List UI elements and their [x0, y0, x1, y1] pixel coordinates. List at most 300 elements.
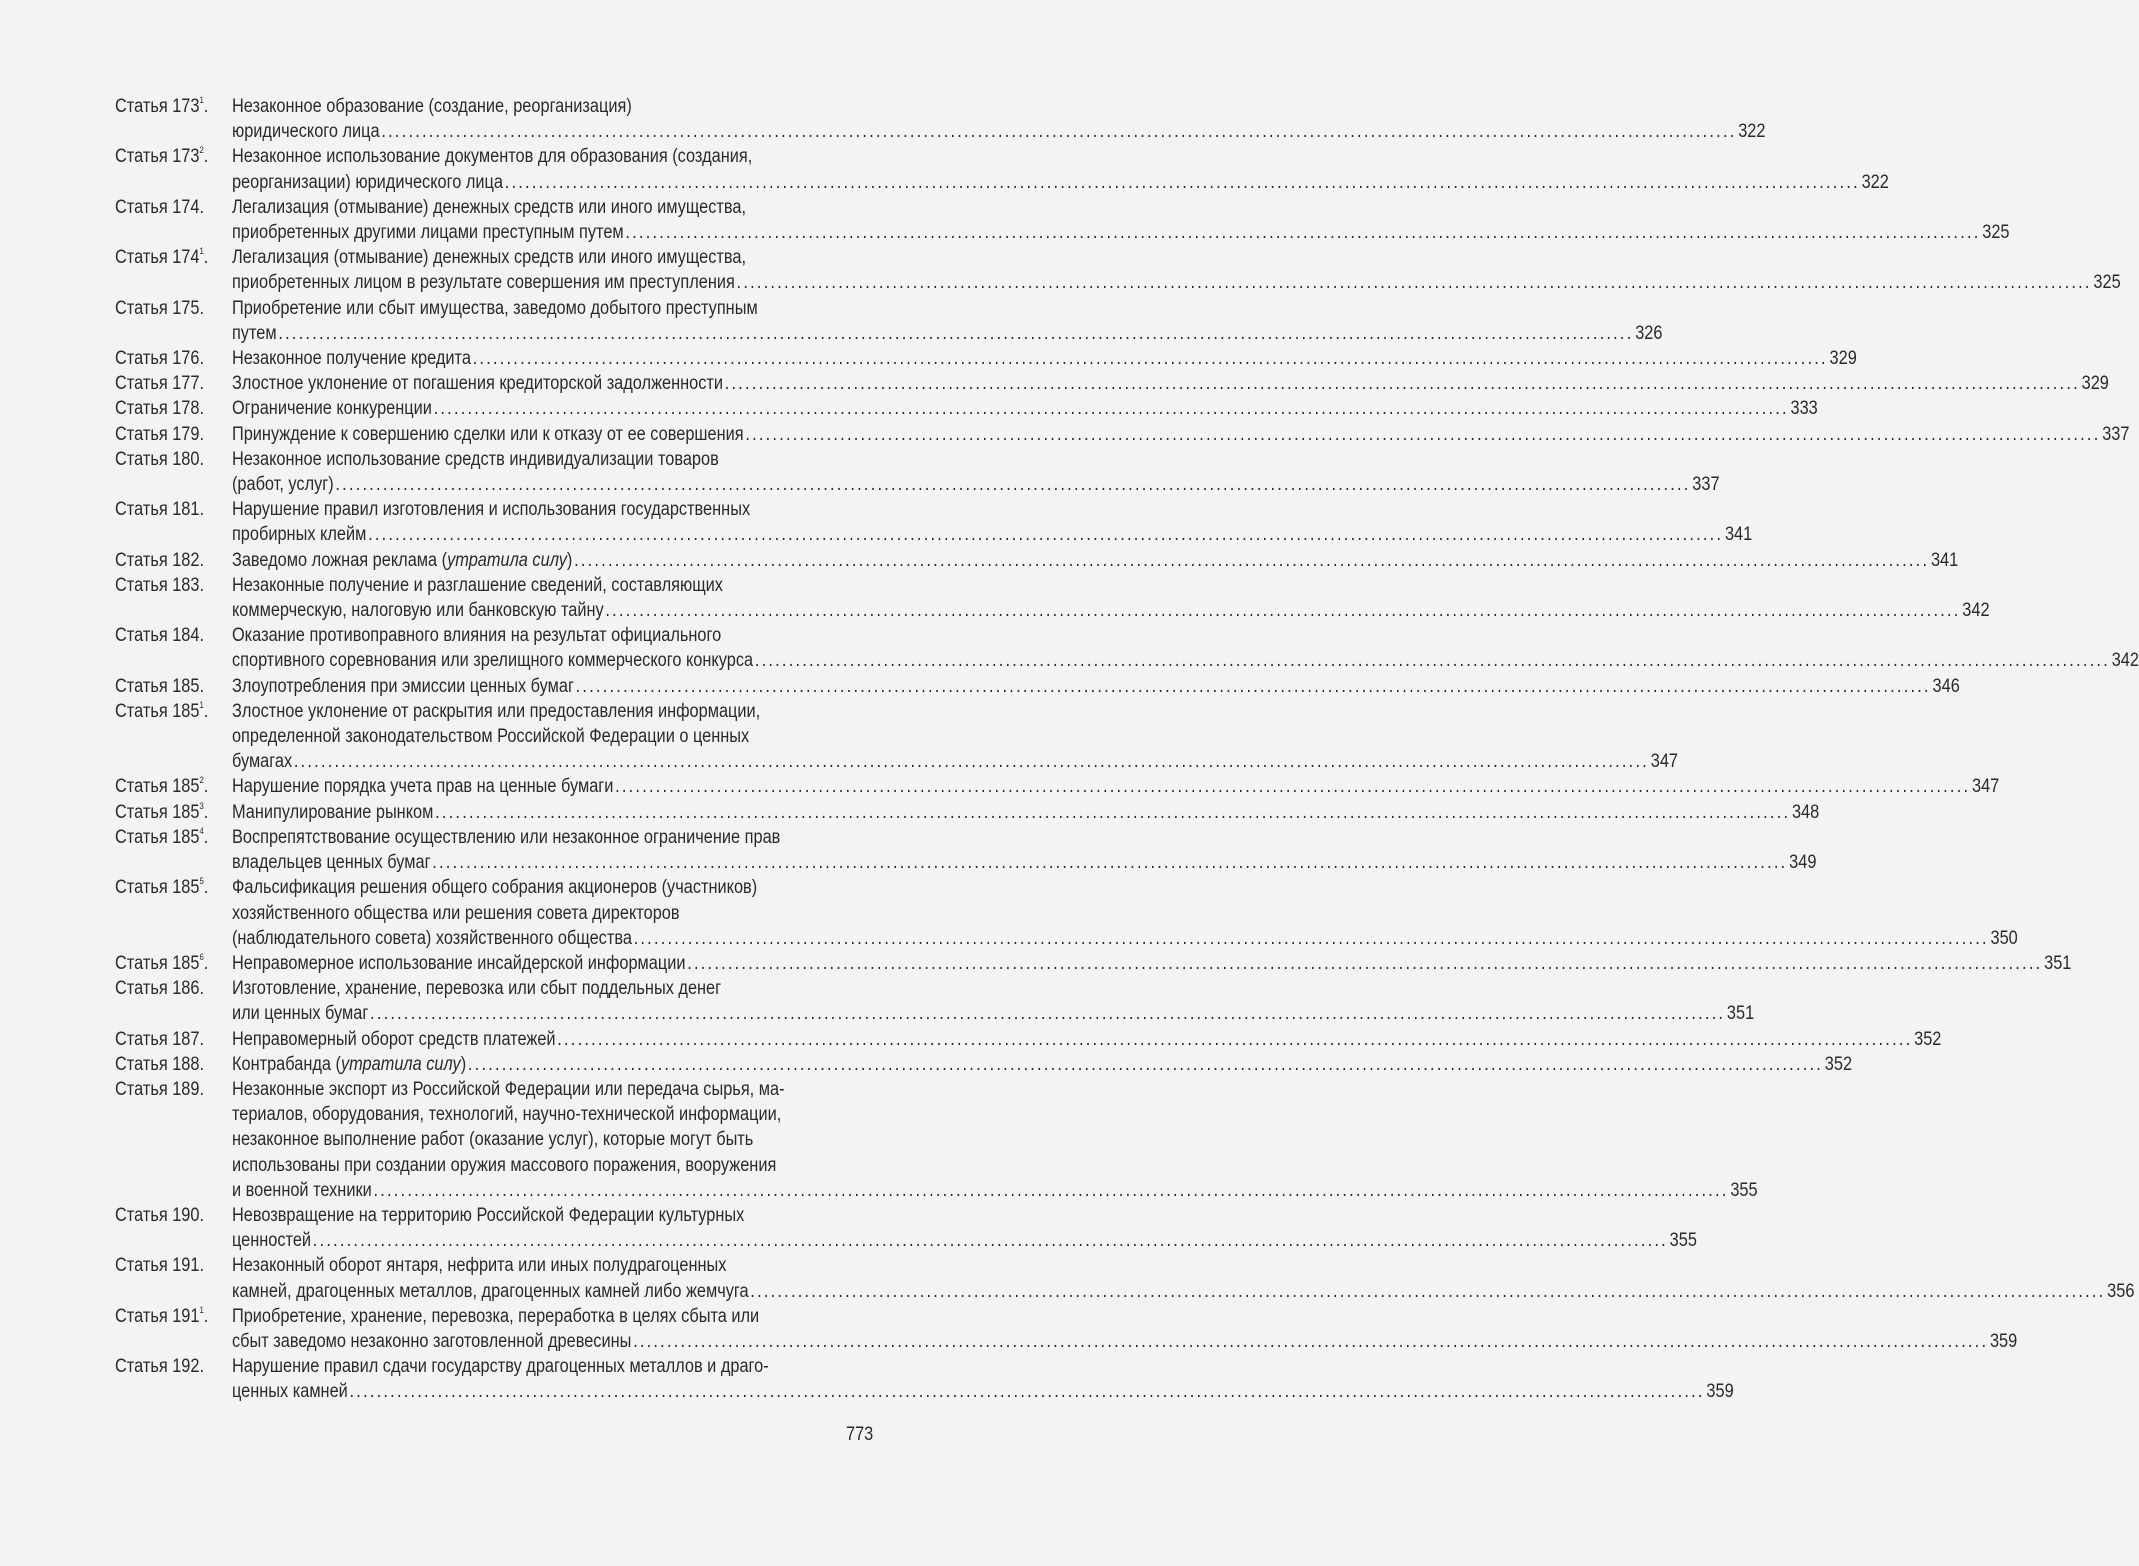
article-word: Статья [115, 675, 168, 697]
article-word: Статья [115, 499, 168, 521]
title-text-part: реорганизации) юридического лица [231, 171, 503, 193]
title-text [232, 522, 366, 547]
article-title [231, 245, 2121, 295]
repealed-note: утратила силу [340, 1053, 461, 1075]
toc-entry [115, 396, 1818, 421]
article-title [231, 1077, 1758, 1203]
dot-leader: ........................................................................................................................................................................................................ [724, 373, 2080, 395]
title-text [232, 1228, 311, 1253]
article-label: Статья 191. [115, 1255, 205, 1277]
title-line: Незаконное использование средств индивидуализации товаров [231, 448, 719, 470]
article-superscript: 1 [199, 1304, 204, 1315]
title-text-part: или ценных бумаг [231, 1003, 369, 1025]
article-title [231, 1203, 1697, 1253]
title-text-part: пробирных клейм [231, 524, 367, 546]
title-line: хозяйственного общества или решения совета директоров [231, 902, 680, 924]
page-ref: 322 [1738, 121, 1766, 143]
title-text-part: коммерческую, налоговую или банковскую тайну [231, 600, 604, 622]
dot-leader: ........................................................................................................................................................................................................ [435, 801, 1791, 823]
article-label: Статья 188. [115, 1053, 205, 1075]
page-ref: 326 [1635, 322, 1663, 344]
article-label: Статья 175. [115, 297, 205, 319]
title-text [232, 1001, 368, 1026]
article-title [231, 1027, 1942, 1052]
article-number: 191 [172, 1305, 200, 1327]
toc-entry [115, 699, 1678, 775]
article-number: 174 [172, 247, 200, 269]
toc-entry [115, 1027, 1942, 1052]
title-text [232, 926, 632, 951]
title-line [231, 648, 2139, 673]
title-line [231, 1379, 1734, 1404]
article-word: Статья [115, 801, 168, 823]
toc-entry [115, 623, 2139, 673]
dot-leader: ........................................................................................................................................................................................................ [381, 121, 1737, 143]
article-number: 186 [172, 978, 200, 1000]
dot-leader: ........................................................................................................................................................................................................ [574, 549, 1930, 571]
title-text [232, 1178, 372, 1203]
dot-leader: ........................................................................................................................................................................................................ [615, 776, 1971, 798]
title-text-part: и военной техники [231, 1179, 372, 1201]
title-text-part: Контрабанда ( [231, 1053, 341, 1075]
title-line [231, 170, 1889, 195]
article-label: Статья $174^1$. [115, 246, 209, 269]
title-text [232, 850, 431, 875]
article-word: Статья [115, 373, 168, 395]
article-superscript: 3 [199, 800, 204, 811]
repealed-note: утратила силу [447, 549, 567, 571]
page-ref: 329 [2081, 373, 2109, 395]
title-line [231, 774, 2000, 799]
page-ref: 351 [2044, 952, 2072, 974]
dot-leader: ........................................................................................................................................................................................................ [633, 927, 1989, 949]
article-title [231, 573, 1990, 623]
title-text [232, 119, 380, 144]
title-text [232, 270, 735, 295]
title-text-part: ) [566, 549, 573, 571]
article-number: 192 [172, 1356, 200, 1378]
toc-entry [115, 371, 2109, 396]
title-line: Приобретение, хранение, перевозка, переработка в целях сбыта или [231, 1305, 760, 1327]
article-title [231, 371, 2109, 396]
title-line [231, 674, 1960, 699]
title-line [231, 522, 1753, 547]
article-number: 183 [172, 574, 200, 596]
article-word: Статья [115, 297, 168, 319]
article-label: Статья 176. [115, 348, 205, 370]
article-superscript: 2 [199, 145, 204, 156]
dot-leader: ........................................................................................................................................................................................................ [736, 272, 2092, 294]
toc-entry [115, 1052, 1853, 1077]
article-number: 174 [172, 196, 200, 218]
page-ref: 337 [2102, 423, 2130, 445]
title-text [232, 800, 433, 825]
title-line: териалов, оборудования, технологий, научно-технической информации, [231, 1104, 782, 1126]
title-line: Фальсификация решения общего собрания акционеров (участников) [231, 877, 758, 899]
article-title [231, 1052, 1853, 1077]
title-text [232, 1379, 348, 1404]
title-line [231, 1001, 1755, 1026]
article-word: Статья [115, 625, 168, 647]
title-text [232, 648, 753, 673]
article-title [231, 1304, 2018, 1354]
article-word: Статья [115, 398, 168, 420]
article-word: Статья [115, 1053, 168, 1075]
article-number: 178 [172, 398, 200, 420]
article-title [231, 674, 1960, 699]
article-title [231, 195, 2010, 245]
article-number: 173 [172, 96, 200, 117]
title-text [232, 1052, 466, 1077]
article-superscript: 1 [199, 246, 204, 257]
page-ref: 347 [1971, 776, 2000, 798]
title-text-part: приобретенных другими лицами преступным путем [231, 222, 624, 244]
toc-entry [115, 825, 1817, 875]
article-number: 184 [172, 625, 200, 647]
page-ref: 322 [1861, 171, 1889, 193]
article-word: Статья [115, 776, 168, 798]
title-text-part: Неправомерное использование инсайдерской информации [231, 952, 686, 974]
article-superscript: 1 [199, 95, 204, 105]
article-word: Статья [115, 877, 168, 899]
title-text-part: Принуждение к совершению сделки или к отказу от ее совершения [231, 423, 744, 445]
title-text [232, 598, 604, 623]
article-word: Статья [115, 1305, 168, 1327]
article-number: 180 [172, 448, 200, 470]
article-word: Статья [115, 549, 168, 571]
page-ref: 333 [1790, 398, 1818, 420]
toc-entry [115, 573, 1990, 623]
article-word: Статья [115, 96, 168, 117]
article-number: 187 [172, 1028, 200, 1050]
title-text [232, 220, 624, 245]
page-ref: 350 [1990, 927, 2018, 949]
article-label: Статья $185^4$. [115, 825, 209, 848]
article-number: 173 [172, 146, 200, 168]
title-line: Изготовление, хранение, перевозка или сбыт поддельных денег [231, 978, 722, 1000]
title-line [231, 321, 1663, 346]
dot-leader: ........................................................................................................................................................................................................ [625, 222, 1981, 244]
dot-leader: ........................................................................................................................................................................................................ [687, 952, 2043, 974]
dot-leader: ........................................................................................................................................................................................................ [312, 1230, 1668, 1252]
article-number: 185 [172, 675, 200, 697]
article-word: Статья [115, 1204, 168, 1226]
article-label: Статья 185. [115, 675, 205, 697]
page-ref: 341 [1724, 524, 1753, 546]
title-text-part: ценностей [231, 1230, 312, 1252]
title-line: Незаконное образование (создание, реорганизация) [231, 96, 632, 117]
article-word: Статья [115, 952, 168, 974]
article-label: Статья 184. [115, 625, 205, 647]
toc-entry [115, 800, 1820, 825]
dot-leader: ........................................................................................................................................................................................................ [373, 1179, 1729, 1201]
dot-leader: ........................................................................................................................................................................................................ [633, 1330, 1989, 1352]
article-title [231, 144, 1889, 194]
dot-leader: ........................................................................................................................................................................................................ [472, 348, 1828, 370]
dot-leader: ........................................................................................................................................................................................................ [575, 675, 1931, 697]
title-line: Невозвращение на территорию Российской Федерации культурных [231, 1204, 745, 1226]
title-text [232, 749, 292, 774]
dot-leader: ........................................................................................................................................................................................................ [432, 852, 1788, 874]
dot-leader: ........................................................................................................................................................................................................ [754, 650, 2110, 672]
title-text-part: приобретенных лицом в результате совершения им преступления [231, 272, 735, 294]
article-number: 185 [172, 826, 200, 848]
article-title [231, 800, 1820, 825]
title-text-part: юридического лица [231, 121, 380, 143]
article-label: Статья $173^1$. [115, 95, 209, 117]
toc-entry [115, 422, 2130, 447]
page-ref: 325 [1982, 222, 2010, 244]
article-title [231, 548, 1959, 573]
article-number: 191 [172, 1255, 200, 1277]
article-word: Статья [115, 247, 168, 269]
article-label: Статья 179. [115, 423, 205, 445]
title-line [231, 396, 1818, 421]
article-label: Статья 182. [115, 549, 205, 571]
title-line [231, 926, 2018, 951]
title-line: Легализация (отмывание) денежных средств или иного имущества, [231, 196, 747, 218]
article-number: 175 [172, 297, 200, 319]
page-ref: 351 [1726, 1003, 1755, 1025]
dot-leader: ........................................................................................................................................................................................................ [605, 600, 1961, 622]
title-text-part: Неправомерный оборот средств платежей [231, 1028, 556, 1050]
article-title [231, 346, 1857, 371]
article-number: 177 [172, 373, 200, 395]
title-text-part: Незаконное получение кредита [231, 348, 471, 370]
title-line: Незаконные получение и разглашение сведений, составляющих [231, 574, 723, 596]
article-number: 179 [172, 423, 200, 445]
dot-leader: ........................................................................................................................................................................................................ [750, 1280, 2106, 1302]
article-number: 189 [172, 1078, 200, 1100]
page-ref: 355 [1730, 1179, 1758, 1201]
title-text [232, 422, 744, 447]
article-label: Статья $191^1$. [115, 1304, 209, 1327]
title-line: Нарушение правил сдачи государству драгоценных металлов и драго- [231, 1356, 769, 1378]
article-number: 188 [172, 1053, 200, 1075]
title-line [231, 472, 1720, 497]
title-text-part: спортивного соревнования или зрелищного коммерческого конкурса [231, 650, 754, 672]
page-ref: 337 [1692, 474, 1720, 496]
article-number: 190 [172, 1204, 200, 1226]
title-line: Легализация (отмывание) денежных средств или иного имущества, [231, 247, 747, 269]
article-label: Статья $173^2$. [115, 145, 209, 168]
article-label: Статья 183. [115, 574, 205, 596]
title-text-part: сбыт заведомо незаконно заготовленной древесины [231, 1330, 632, 1352]
title-line: Нарушение правил изготовления и использования государственных [231, 499, 751, 521]
title-text [232, 170, 503, 195]
article-title [231, 422, 2130, 447]
toc-entry [115, 94, 1766, 144]
title-text-part: ) [460, 1053, 467, 1075]
title-line [231, 1329, 2018, 1354]
dot-leader: ........................................................................................................................................................................................................ [504, 171, 1860, 193]
title-line [231, 1052, 1853, 1077]
article-label: Статья $185^5$. [115, 876, 209, 899]
article-title [231, 296, 1663, 346]
article-number: 176 [172, 348, 200, 370]
title-line [231, 598, 1990, 623]
dot-leader: ........................................................................................................................................................................................................ [293, 751, 1650, 773]
title-text-part: (наблюдательного совета) хозяйственного общества [231, 927, 632, 949]
article-title [231, 1354, 1734, 1404]
article-label: Статья 177. [115, 373, 205, 395]
dot-leader: ........................................................................................................................................................................................................ [368, 524, 1724, 546]
article-label: Статья $185^6$. [115, 951, 209, 974]
title-line [231, 850, 1817, 875]
article-superscript: 4 [199, 825, 204, 836]
table-of-contents [115, 94, 2139, 1405]
title-line [231, 371, 2109, 396]
article-word: Статья [115, 448, 168, 470]
toc-entry [115, 1077, 1758, 1203]
article-number: 182 [172, 549, 200, 571]
title-text-part: (работ, услуг) [231, 474, 334, 496]
title-line [231, 220, 2010, 245]
title-text [232, 321, 277, 346]
dot-leader: ........................................................................................................................................................................................................ [745, 423, 2101, 445]
title-line: Оказание противоправного влияния на результат официального [231, 625, 722, 647]
title-text-part: Нарушение порядка учета прав на ценные бумаги [231, 776, 614, 798]
dot-leader: ........................................................................................................................................................................................................ [278, 322, 1634, 344]
article-number: 181 [172, 499, 200, 521]
toc-entry [115, 1304, 2018, 1354]
article-label: Статья $185^2$. [115, 775, 209, 798]
article-label: Статья $185^3$. [115, 800, 209, 823]
toc-entry [115, 346, 1857, 371]
title-text [232, 1027, 556, 1052]
article-word: Статья [115, 146, 168, 168]
article-label: Статья $185^1$. [115, 699, 209, 722]
toc-entry [115, 774, 2000, 799]
title-line [231, 800, 1820, 825]
article-title [231, 976, 1755, 1026]
title-text-part: Злоупотребления при эмиссии ценных бумаг [231, 675, 574, 697]
dot-leader: ........................................................................................................................................................................................................ [349, 1381, 1705, 1403]
article-word: Статья [115, 423, 168, 445]
article-number: 185 [172, 801, 200, 823]
article-title [231, 497, 1753, 547]
article-number: 185 [172, 952, 200, 974]
title-line [231, 346, 1857, 371]
article-number: 185 [172, 700, 200, 722]
page-ref: 352 [1914, 1028, 1942, 1050]
title-line [231, 119, 1766, 144]
title-line: Незаконный оборот янтаря, нефрита или иных полудрагоценных [231, 1255, 727, 1277]
page-ref: 355 [1669, 1230, 1697, 1252]
article-label: Статья 181. [115, 499, 205, 521]
page-ref: 346 [1932, 675, 1960, 697]
toc-entry [115, 548, 1959, 573]
title-line: Злостное уклонение от раскрытия или предоставления информации, [231, 700, 761, 722]
toc-entry [115, 144, 1889, 194]
title-line: определенной законодательством Российской Федерации о ценных [231, 726, 750, 748]
article-title [231, 396, 1818, 421]
title-text [232, 674, 574, 699]
article-title [231, 94, 1766, 144]
article-word: Статья [115, 826, 168, 848]
page-ref: 341 [1930, 549, 1959, 571]
title-line: Приобретение или сбыт имущества, заведомо добытого преступным [231, 297, 758, 319]
dot-leader: ........................................................................................................................................................................................................ [370, 1003, 1726, 1025]
title-text [232, 346, 471, 371]
toc-entry [115, 245, 2121, 295]
article-superscript: 5 [199, 876, 204, 887]
dot-leader: ........................................................................................................................................................................................................ [335, 474, 1691, 496]
article-label: Статья 189. [115, 1078, 205, 1100]
article-label: Статья 190. [115, 1204, 205, 1226]
article-title [231, 825, 1817, 875]
article-title [231, 1253, 2135, 1303]
title-text-part: ценных камней [231, 1381, 348, 1403]
title-line: Воспрепятствование осуществлению или незаконное ограничение прав [231, 826, 781, 848]
article-title [231, 623, 2139, 673]
toc-entry [115, 497, 1753, 547]
title-text [232, 472, 334, 497]
title-text-part: путем [231, 322, 277, 344]
page-ref: 348 [1791, 801, 1820, 823]
article-label: Статья 174. [115, 196, 205, 218]
article-word: Статья [115, 1028, 168, 1050]
dot-leader: ........................................................................................................................................................................................................ [467, 1053, 1824, 1075]
article-number: 185 [172, 877, 200, 899]
article-title [231, 774, 2000, 799]
title-text-part: Ограничение конкуренции [231, 398, 432, 420]
article-word: Статья [115, 700, 168, 722]
article-label: Статья 180. [115, 448, 205, 470]
article-number: 185 [172, 776, 200, 798]
toc-entry [115, 976, 1755, 1026]
dot-leader: ........................................................................................................................................................................................................ [433, 398, 1789, 420]
article-word: Статья [115, 1078, 168, 1100]
article-word: Статья [115, 978, 168, 1000]
page-ref: 359 [1989, 1330, 2018, 1352]
title-text-part: камней, драгоценных металлов, драгоценных камней либо жемчуга [231, 1280, 749, 1302]
toc-entry [115, 1203, 1697, 1253]
article-word: Статья [115, 1356, 168, 1378]
toc-entry [115, 296, 1663, 346]
article-label: Статья 192. [115, 1356, 205, 1378]
article-word: Статья [115, 196, 168, 218]
title-text-part: Манипулирование рынком [231, 801, 434, 823]
page-ref: 342 [1962, 600, 1990, 622]
article-superscript: 1 [199, 699, 204, 710]
article-superscript: 6 [199, 951, 204, 962]
article-title [231, 875, 2018, 951]
page-ref: 352 [1824, 1053, 1853, 1075]
article-word: Статья [115, 348, 168, 370]
page-ref: 359 [1706, 1381, 1734, 1403]
toc-entry [115, 674, 1960, 699]
title-line: Незаконное использование документов для образования (создания, [231, 146, 753, 168]
title-line [231, 951, 2072, 976]
title-text [232, 371, 723, 396]
page-ref: 325 [2093, 272, 2121, 294]
title-text [232, 548, 572, 573]
article-word: Статья [115, 1255, 168, 1277]
page-number: 773 [846, 1424, 874, 1445]
title-line: использованы при создании оружия массового поражения, вооружения [231, 1154, 777, 1176]
title-text-part: Заведомо ложная реклама ( [231, 549, 448, 571]
page-ref: 347 [1650, 751, 1678, 773]
title-line [231, 548, 1959, 573]
title-line [231, 270, 2121, 295]
article-title [231, 699, 1678, 775]
title-line [231, 1178, 1758, 1203]
dot-leader: ........................................................................................................................................................................................................ [557, 1028, 1913, 1050]
title-text [232, 1279, 749, 1304]
title-line [231, 1279, 2135, 1304]
title-line [231, 1027, 1942, 1052]
